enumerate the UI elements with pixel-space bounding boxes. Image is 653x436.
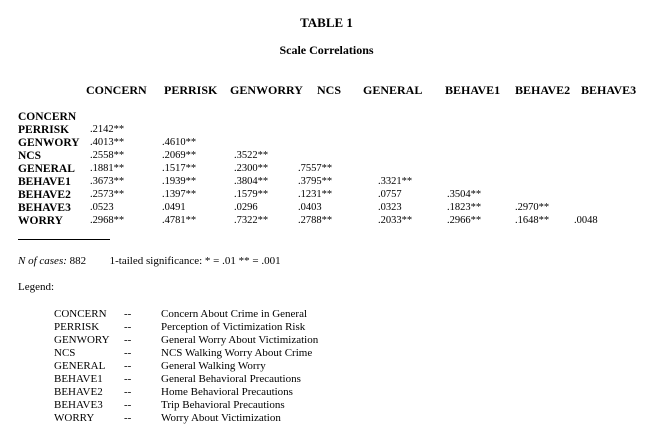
legend-abbr: CONCERN xyxy=(54,308,107,320)
matrix-cell: .1648** xyxy=(515,215,550,226)
row-label-behave1: BEHAVE1 xyxy=(18,176,71,188)
legend-desc: Perception of Victimization Risk xyxy=(161,321,306,333)
legend-separator: -- xyxy=(124,321,132,333)
matrix-cell: .2573** xyxy=(90,189,125,200)
column-header-genworry: GENWORRY xyxy=(230,83,303,97)
row-label-genwory: GENWORY xyxy=(18,137,80,149)
row-label-ncs: NCS xyxy=(18,150,42,162)
matrix-cell: .1579** xyxy=(234,189,269,200)
matrix-cell: .3504** xyxy=(447,189,482,200)
legend-separator: -- xyxy=(124,308,132,320)
legend-desc: Home Behavioral Precautions xyxy=(161,386,293,398)
cases-note xyxy=(18,255,281,267)
matrix-cell: .0757 xyxy=(378,189,402,200)
column-header-concern: CONCERN xyxy=(86,83,147,97)
matrix-cell: .4013** xyxy=(90,137,125,148)
legend-abbr: NCS xyxy=(54,347,76,359)
matrix-cell: .1823** xyxy=(447,202,482,213)
matrix-cell: .2069** xyxy=(162,150,197,161)
matrix-cell: .2033** xyxy=(378,215,413,226)
row-label-perrisk: PERRISK xyxy=(18,124,70,136)
legend-abbr: BEHAVE3 xyxy=(54,399,103,411)
column-header-behave3: BEHAVE3 xyxy=(581,83,637,97)
matrix-cell: .3795** xyxy=(298,176,333,187)
matrix-cell: .3522** xyxy=(234,150,269,161)
cases-label: N of cases: xyxy=(18,255,67,267)
legend-separator: -- xyxy=(124,386,132,398)
legend-abbr: PERRISK xyxy=(54,321,100,333)
row-label-general: GENERAL xyxy=(18,163,75,175)
cases-value: 882 xyxy=(69,255,87,267)
legend-abbr: BEHAVE2 xyxy=(54,386,103,398)
matrix-cell: .0323 xyxy=(378,202,402,213)
legend-abbr: BEHAVE1 xyxy=(54,373,103,385)
column-header-perrisk: PERRISK xyxy=(164,83,218,97)
matrix-cell: .2968** xyxy=(90,215,125,226)
legend-desc: Concern About Crime in General xyxy=(161,308,308,320)
legend-desc: NCS Walking Worry About Crime xyxy=(161,347,313,359)
column-header-ncs: NCS xyxy=(317,83,342,97)
matrix-cell: .3673** xyxy=(90,176,125,187)
matrix-cell: .1517** xyxy=(162,163,197,174)
matrix-cell: .1939** xyxy=(162,176,197,187)
matrix-cell: .0296 xyxy=(234,202,258,213)
matrix-cell: .4781** xyxy=(162,215,197,226)
column-header-behave1: BEHAVE1 xyxy=(445,83,501,97)
matrix-cell: .2558** xyxy=(90,150,125,161)
matrix-cell: .0048 xyxy=(574,215,598,226)
table-subtitle: Scale Correlations xyxy=(279,43,374,57)
legend-separator: -- xyxy=(124,373,132,385)
matrix-cell: .1397** xyxy=(162,189,197,200)
row-label-worry: WORRY xyxy=(18,215,63,227)
matrix-cell: .2966** xyxy=(447,215,482,226)
matrix-cell: .2788** xyxy=(298,215,333,226)
legend-separator: -- xyxy=(124,347,132,359)
legend-abbr: WORRY xyxy=(54,412,95,424)
matrix-cell: .3321** xyxy=(378,176,413,187)
matrix-cell: .1231** xyxy=(298,189,333,200)
legend-desc: Trip Behavioral Precautions xyxy=(161,399,285,411)
legend-abbr: GENWORY xyxy=(54,334,110,346)
matrix-cell: .0403 xyxy=(298,202,322,213)
matrix-cell: .3804** xyxy=(234,176,269,187)
legend-title: Legend: xyxy=(18,281,55,293)
legend-desc: General Behavioral Precautions xyxy=(161,373,301,385)
matrix-cell: .7557** xyxy=(298,163,333,174)
legend-separator: -- xyxy=(124,412,132,424)
table-title: TABLE 1 xyxy=(300,15,353,30)
matrix-cell: .2970** xyxy=(515,202,550,213)
significance-note: 1-tailed significance: * = .01 ** = .001 xyxy=(109,255,281,267)
column-header-behave2: BEHAVE2 xyxy=(515,83,571,97)
legend-desc: General Worry About Victimization xyxy=(161,334,319,346)
row-label-behave3: BEHAVE3 xyxy=(18,202,71,214)
row-label-concern: CONCERN xyxy=(18,111,77,123)
matrix-cell: .0491 xyxy=(162,202,186,213)
legend-abbr: GENERAL xyxy=(54,360,106,372)
column-header-general: GENERAL xyxy=(363,83,423,97)
matrix-cell: .4610** xyxy=(162,137,197,148)
row-label-behave2: BEHAVE2 xyxy=(18,189,71,201)
matrix-cell: .1881** xyxy=(90,163,125,174)
legend-desc: General Walking Worry xyxy=(161,360,266,372)
legend-separator: -- xyxy=(124,334,132,346)
legend-separator: -- xyxy=(124,360,132,372)
legend-desc: Worry About Victimization xyxy=(161,412,281,424)
matrix-cell: .2142** xyxy=(90,124,125,135)
matrix-cell: .2300** xyxy=(234,163,269,174)
matrix-cell: .0523 xyxy=(90,202,114,213)
matrix-cell: .7322** xyxy=(234,215,269,226)
legend-separator: -- xyxy=(124,399,132,411)
footnote-rule xyxy=(18,239,110,240)
